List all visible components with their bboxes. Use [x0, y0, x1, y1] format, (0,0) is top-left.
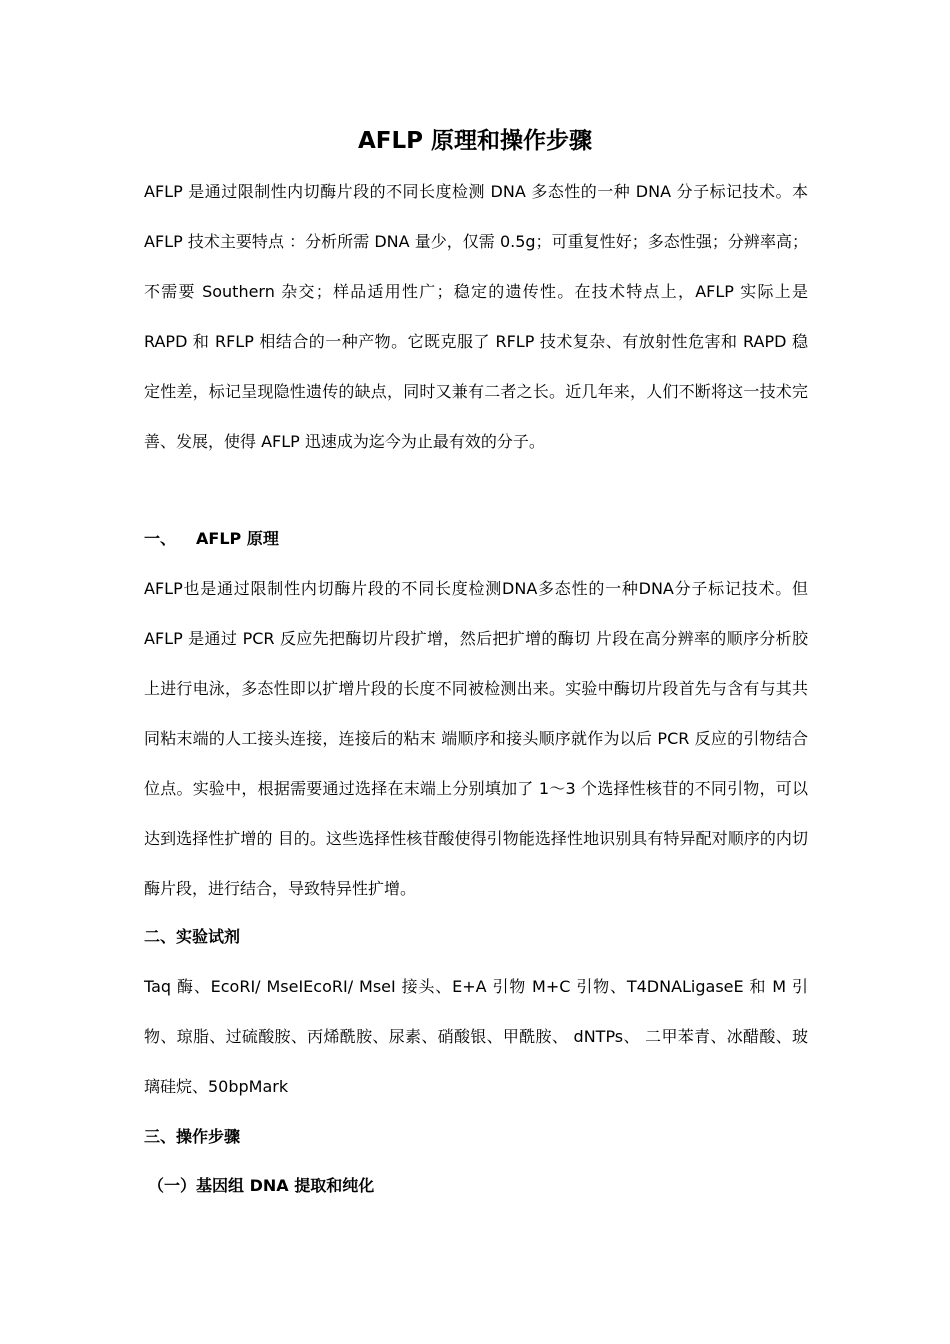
- section-heading-procedure: 三、操作步骤: [144, 1127, 241, 1146]
- section-number: 一、: [144, 529, 177, 548]
- subsection-heading-dna-extraction: （一）基因组 DNA 提取和纯化: [148, 1176, 375, 1195]
- reagents-paragraph: Taq 酶、EcoRI/ MseIEcoRI/ MseI 接头、E+A 引物 M+C 引物、T4DNALigaseE 和 M 引物、琼脂、过硫酸胺、丙烯酰胺、尿素、硝酸银、甲酰胺、 dNTPs、 二甲苯青、冰醋酸、玻璃硅烷、50bpMark: [144, 977, 808, 1096]
- section-heading-principle: [144, 524, 279, 554]
- principle-paragraph: AFLP也是通过限制性内切酶片段的不同长度检测DNA多态性的一种DNA分子标记技术。但 AFLP 是通过 PCR 反应先把酶切片段扩增，然后把扩增的酶切 片段在高分辨率的顺序分析胶上进行电泳，多态性即以扩增片段的长度不同被检测出来。实验中酶切片段首先与含有与其共同粘末端的人工接头连接，连接后的粘末 端顺序和接头顺序就作为以后 PCR 反应的引物结合位点。实验中，根据需要通过选择在末端上分别填加了 1～3 个选择性核苷的不同引物，可以达到选择性扩增的 目的。这些选择性核苷酸使得引物能选择性地识别具有特异配对顺序的内切酶片段，进行结合，导致特异性扩增。: [144, 579, 808, 898]
- document-title: AFLP 原理和操作步骤: [357, 128, 593, 154]
- section-title: AFLP 原理: [196, 529, 279, 548]
- intro-paragraph: AFLP 是通过限制性内切酶片段的不同长度检测 DNA 多态性的一种 DNA 分子标记技术。本 AFLP 技术主要特点 ：分析所需 DNA 量少，仅需 0.5g；可重复性好；多态性强；分辨率高；不需要 Southern 杂交；样品适用性广；稳定的遗传性。在技术特点上，AFLP 实际上是 RAPD 和 RFLP 相结合的一种产物。它既克服了 RFLP 技术复杂、有放射性危害和 RAPD 稳定性差，标记呈现隐性遗传的缺点，同时又兼有二者之长。近几年来，人们不断将这一技术完善、发展，使得 AFLP 迅速成为迄今为止最有效的分子。: [144, 182, 808, 451]
- section-heading-reagents: 二、实验试剂: [144, 927, 241, 946]
